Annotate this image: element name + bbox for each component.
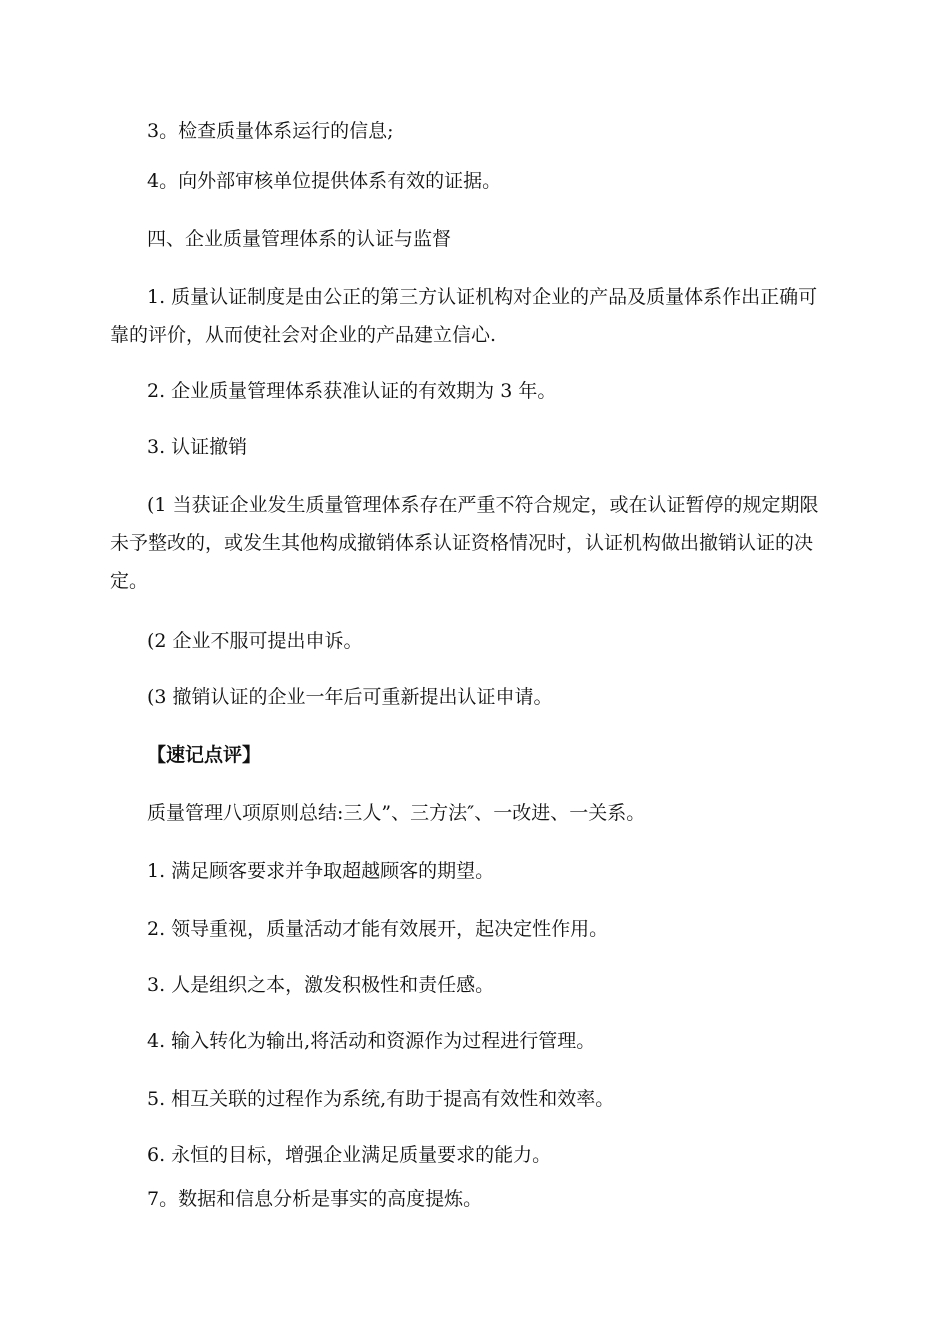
list-item: 1. 满足顾客要求并争取超越顾客的期望。 — [147, 860, 495, 882]
paragraph-revocation-conditions — [110, 486, 840, 600]
list-item: 5. 相互关联的过程作为系统,有助于提高有效性和效率。 — [147, 1088, 615, 1110]
list-item: 2. 领导重视，质量活动才能有效展开，起决定性作用。 — [147, 918, 609, 940]
subheading-revocation: 3. 认证撤销 — [147, 436, 248, 458]
paragraph-line: 定。 — [110, 570, 149, 592]
text-line-check-info: 3。检查质量体系运行的信息; — [147, 120, 394, 142]
text-line-summary: 质量管理八项原则总结:三人”、三方法″、一改进、一关系。 — [147, 802, 646, 824]
text-line-validity: 2. 企业质量管理体系获准认证的有效期为 3 年。 — [147, 380, 557, 402]
list-item: 7。数据和信息分析是事实的高度提炼。 — [147, 1188, 483, 1210]
text-line-reapply: (3 撤销认证的企业一年后可重新提出认证申请。 — [147, 686, 553, 708]
quick-review-heading: 【速记点评】 — [147, 744, 262, 766]
text-line-provide-evidence: 4。向外部审核单位提供体系有效的证据。 — [147, 170, 502, 192]
list-item: 4. 输入转化为输出,将活动和资源作为过程进行管理。 — [147, 1030, 596, 1052]
paragraph-line: (1 当获证企业发生质量管理体系存在严重不符合规定，或在认证暂停的规定期限 — [147, 494, 819, 516]
section-heading: 四、企业质量管理体系的认证与监督 — [147, 228, 452, 250]
paragraph-line: 未予整改的，或发生其他构成撤销体系认证资格情况时，认证机构做出撤销认证的决 — [110, 532, 814, 554]
list-item: 3. 人是组织之本，激发积极性和责任感。 — [147, 974, 495, 996]
list-item: 6. 永恒的目标，增强企业满足质量要求的能力。 — [147, 1144, 552, 1166]
paragraph-line: 靠的评价，从而使社会对企业的产品建立信心. — [110, 324, 497, 346]
paragraph-certification-system — [110, 278, 840, 354]
text-line-appeal: (2 企业不服可提出申诉。 — [147, 630, 363, 652]
paragraph-line: 1. 质量认证制度是由公正的第三方认证机构对企业的产品及质量体系作出正确可 — [147, 286, 818, 308]
